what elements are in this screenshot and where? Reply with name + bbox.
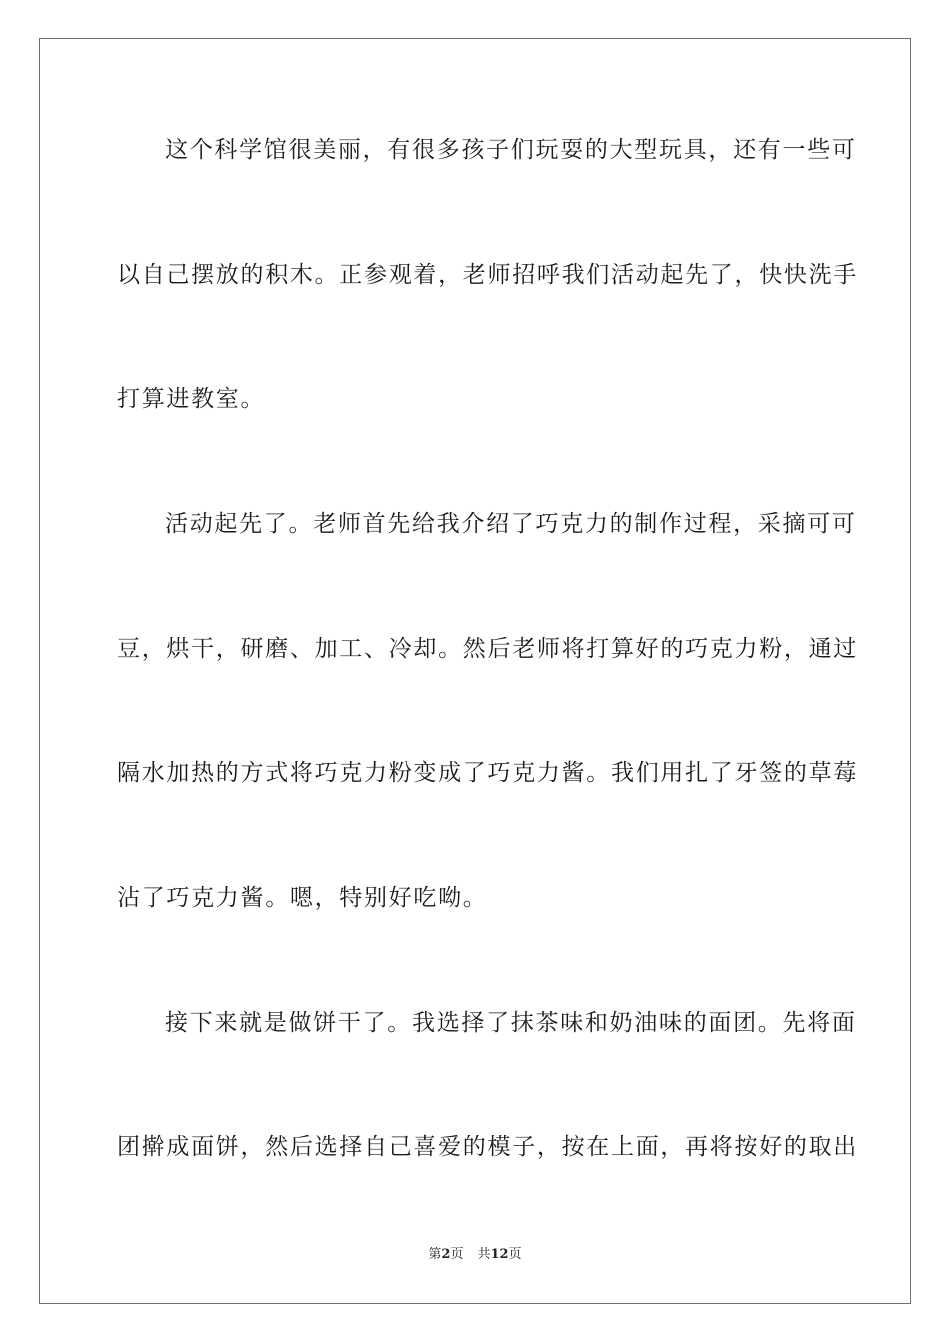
text-line: 豆，烘干，研磨、加工、冷却。然后老师将打算好的巧克力粉，通过 bbox=[117, 636, 858, 662]
page-border bbox=[39, 38, 911, 1304]
footer-prefix: 第 bbox=[428, 1247, 442, 1262]
text-line: 打算进教室。 bbox=[117, 386, 266, 412]
text-line: 这个科学馆很美丽，有很多孩子们玩耍的大型玩具，还有一些可 bbox=[165, 137, 857, 163]
footer-page-suffix: 页 bbox=[450, 1247, 464, 1262]
text-line: 接下来就是做饼干了。我选择了抹茶味和奶油味的面团。先将面 bbox=[165, 1010, 857, 1036]
text-line: 团擀成面饼，然后选择自己喜爱的模子，按在上面，再将按好的取出 bbox=[117, 1134, 858, 1160]
page-footer bbox=[0, 1246, 950, 1264]
text-line: 以自己摆放的积木。正参观着，老师招呼我们活动起先了，快快洗手 bbox=[117, 262, 858, 288]
footer-total-suffix: 页 bbox=[508, 1247, 522, 1262]
text-line: 沾了巧克力酱。嗯，特别好吃呦。 bbox=[117, 885, 488, 911]
footer-total-prefix: 共 bbox=[477, 1247, 491, 1262]
current-page-number: 2 bbox=[441, 1247, 451, 1262]
text-line: 活动起先了。老师首先给我介绍了巧克力的制作过程，采摘可可 bbox=[165, 511, 857, 537]
total-page-count: 12 bbox=[490, 1247, 509, 1262]
text-line: 隔水加热的方式将巧克力粉变成了巧克力酱。我们用扎了牙签的草莓 bbox=[117, 760, 858, 786]
